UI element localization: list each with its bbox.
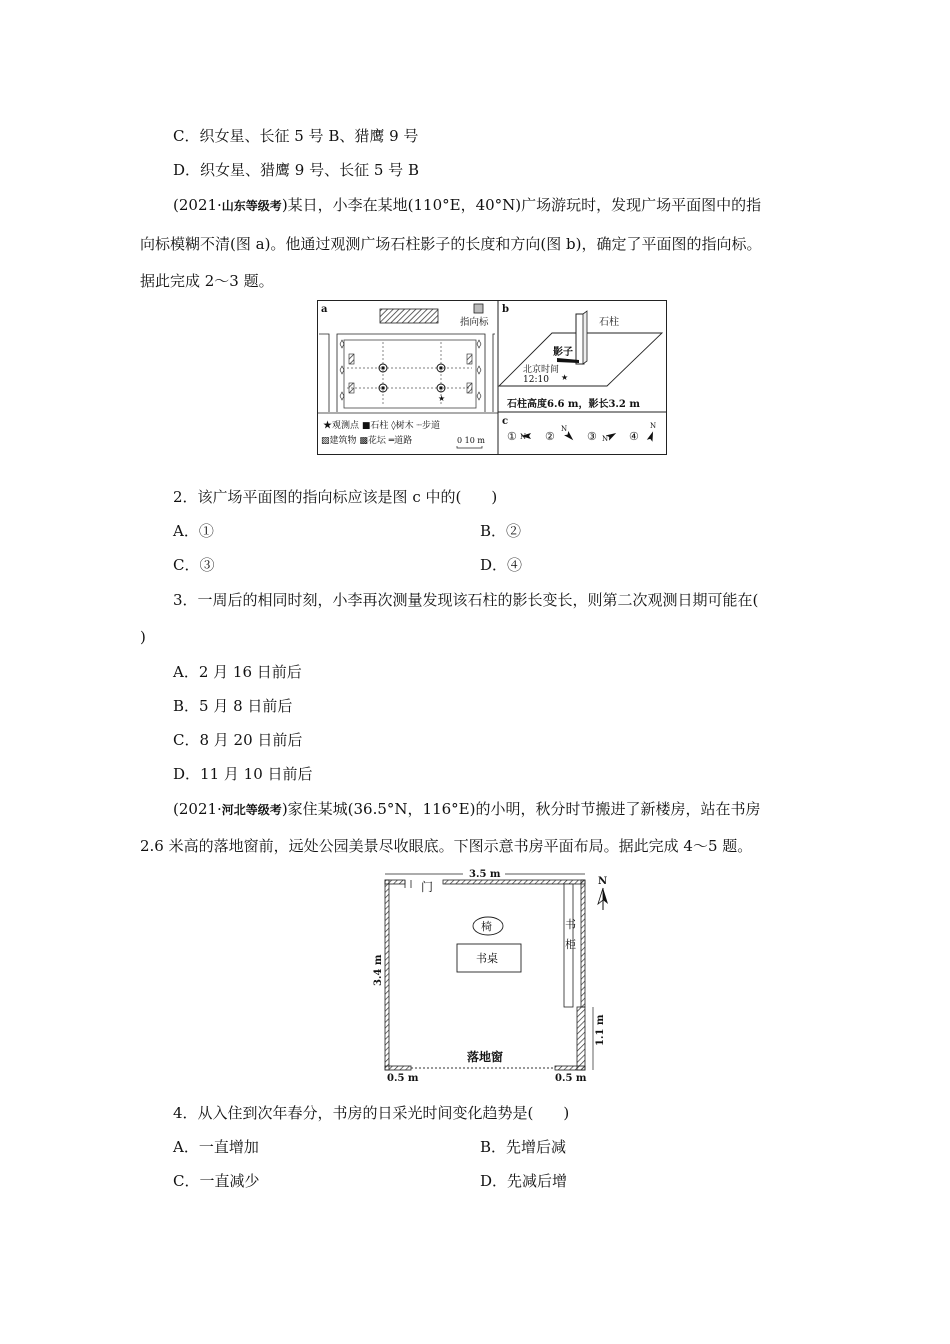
bookcase-label-1: 书 bbox=[565, 918, 576, 931]
window-label: 落地窗 bbox=[467, 1050, 504, 1064]
svg-text:★: ★ bbox=[561, 373, 569, 382]
intro2-line2: 2.6 米高的落地窗前，远处公园美景尽收眼底。下图示意书房平面布局。据此完成 4～5 题。 bbox=[140, 837, 753, 855]
desk-label: 书桌 bbox=[476, 952, 498, 965]
q4-option-a: A．一直增加 bbox=[173, 1138, 259, 1156]
q3-stem-line1: 3．一周后的相同时刻，小李再次测量发现该石柱的影长变长，则第二次观测日期可能在( bbox=[173, 591, 759, 609]
north-label: N bbox=[598, 876, 608, 887]
time-label1: 北京时间 bbox=[523, 365, 560, 375]
pillar-label: 石柱 bbox=[599, 317, 619, 328]
q2-option-c: C．③ bbox=[173, 556, 215, 574]
q2-stem: 2．该广场平面图的指向标应该是图 c 中的( ) bbox=[173, 488, 498, 506]
q1-option-d: D．织女星、猎鹰 9 号、长征 5 号 B bbox=[173, 161, 419, 179]
bookcase-label-2: 柜 bbox=[565, 938, 576, 951]
q4-option-d: D．先减后增 bbox=[480, 1172, 568, 1190]
intro2-line1: (2021·河北等级考)家住某城(36.5°N，116°E)的小明，秋分时节搬进了新楼房，站在书房 bbox=[173, 800, 761, 818]
west-wall bbox=[385, 880, 389, 1070]
intro2-source: 河北等级考 bbox=[221, 803, 282, 817]
q4-option-b: B．先增后减 bbox=[480, 1138, 567, 1156]
intro1-line3: 据此完成 2～3 题。 bbox=[140, 272, 274, 290]
scale-label: 0 10 m bbox=[457, 436, 485, 445]
q3-option-b: B．5 月 8 日前后 bbox=[173, 697, 293, 715]
legend-row1: ★观测点 ■石柱 ◊树木 ┈步道 bbox=[323, 421, 440, 431]
bottom-left-dim: 0.5 m bbox=[387, 1073, 419, 1084]
option-2: ② bbox=[545, 430, 555, 443]
panel-a-label: a bbox=[321, 304, 328, 315]
north-label-4: N bbox=[650, 422, 657, 430]
caption: 石柱高度6.6 m，影长3.2 m bbox=[507, 399, 640, 410]
q4-option-c: C．一直减少 bbox=[173, 1172, 260, 1190]
right-dim: 1.1 m bbox=[595, 1014, 606, 1046]
q2-option-d: D．④ bbox=[480, 556, 523, 574]
bottom-right-dim: 0.5 m bbox=[555, 1073, 587, 1084]
q3-stem-line2: ) bbox=[140, 628, 146, 646]
option-3: ③ bbox=[587, 430, 597, 443]
plaza-figure bbox=[317, 300, 667, 455]
north-label-2: N bbox=[561, 425, 568, 433]
north-arrow-icon bbox=[598, 888, 608, 910]
shadow-label: 影子 bbox=[553, 347, 573, 358]
observation-point-icon: ★ bbox=[438, 394, 446, 403]
east-wall bbox=[581, 880, 585, 1007]
q1-option-c: C．织女星、长征 5 号 B、猎鹰 9 号 bbox=[173, 127, 419, 145]
intro1-line1: (2021·山东等级考)某日，小李在某地(110°E，40°N)广场游玩时，发现广场平面图中的指 bbox=[173, 196, 762, 214]
compass-label: 指向标 bbox=[460, 317, 489, 328]
study-room-figure bbox=[375, 868, 615, 1086]
top-dim: 3.5 m bbox=[469, 869, 501, 880]
q2-option-a: A．① bbox=[173, 522, 214, 540]
north-label-1: N bbox=[520, 433, 527, 441]
panel-b-label: b bbox=[502, 304, 509, 315]
intro1-line2: 向标模糊不清(图 a)。他通过观测广场石柱影子的长度和方向(图 b)，确定了平面图的指向标。 bbox=[140, 235, 762, 253]
compass-placeholder-icon bbox=[474, 304, 483, 313]
chair-label: 椅 bbox=[481, 920, 492, 933]
option-4: ④ bbox=[629, 430, 639, 443]
q3-option-a: A．2 月 16 日前后 bbox=[173, 663, 302, 681]
door-label: 门 bbox=[421, 880, 434, 894]
north-label-3: N bbox=[602, 435, 609, 443]
q3-option-d: D．11 月 10 日前后 bbox=[173, 765, 313, 783]
time-label2: 12:10 bbox=[523, 375, 549, 385]
legend-row2: ▨建筑物 ▩花坛 ═道路 bbox=[321, 436, 413, 446]
q4-stem: 4．从入住到次年春分，书房的日采光时间变化趋势是( ) bbox=[173, 1104, 570, 1122]
intro1-source: 山东等级考 bbox=[221, 199, 282, 213]
building-icon bbox=[380, 309, 438, 323]
panel-c-label: c bbox=[502, 416, 509, 427]
q2-option-b: B．② bbox=[480, 522, 522, 540]
left-dim: 3.4 m bbox=[373, 954, 384, 986]
north-wall bbox=[443, 880, 585, 884]
option-1: ① bbox=[507, 430, 517, 443]
q3-option-c: C．8 月 20 日前后 bbox=[173, 731, 303, 749]
